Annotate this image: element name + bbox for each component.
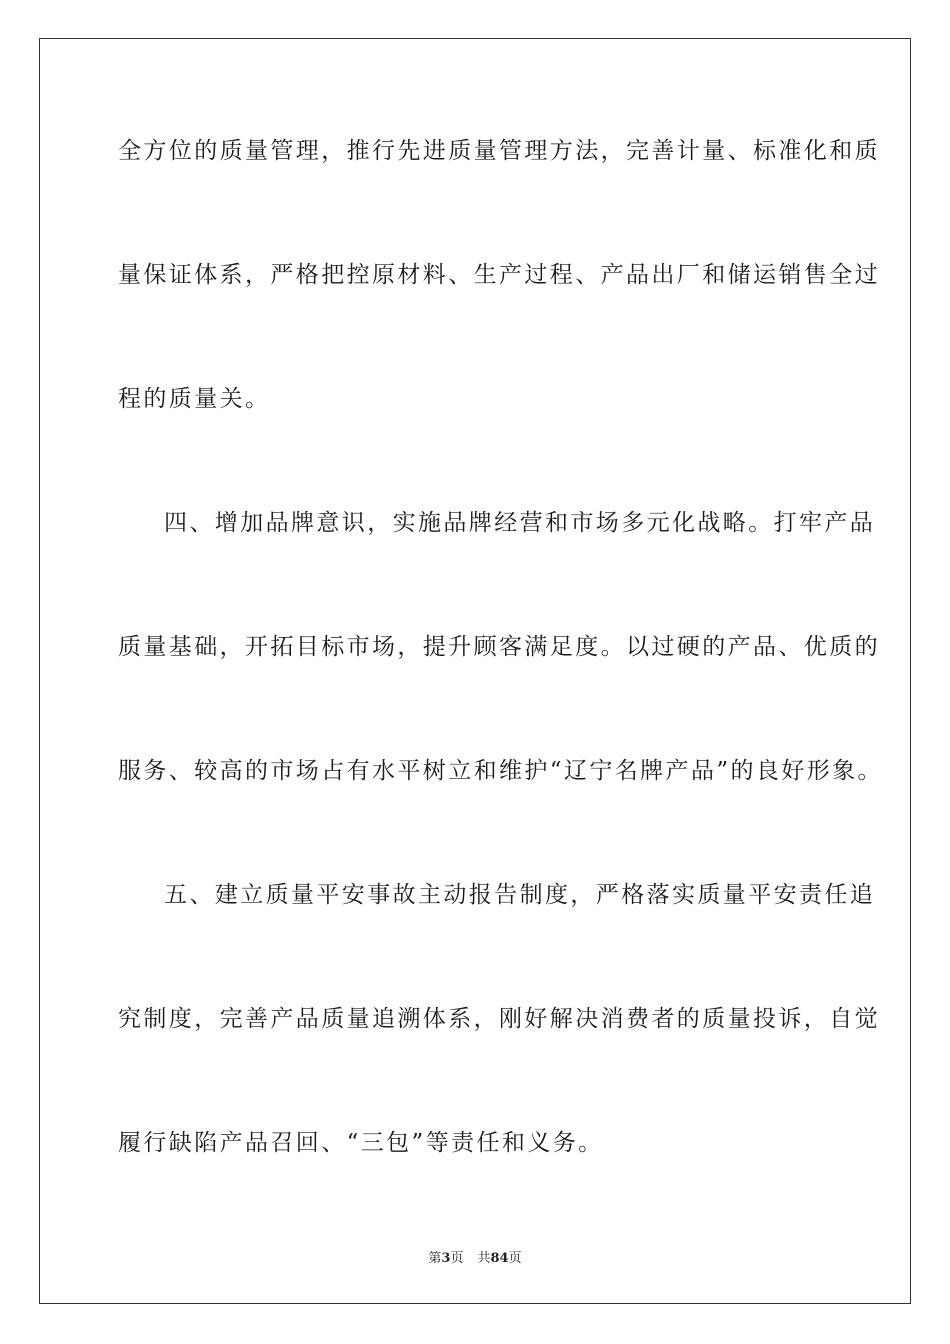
page-footer <box>0 1247 950 1266</box>
footer-page-number: 3 <box>441 1251 451 1266</box>
paragraph-line-6: 服务、较高的市场占有水平树立和维护“辽宁名牌产品”的良好形象。 <box>118 758 883 784</box>
paragraph-line-1: 全方位的质量管理，推行先进质量管理方法，完善计量、标准化和质 <box>118 138 880 164</box>
footer-page-prefix: 第 <box>428 1251 442 1266</box>
footer-total-pages: 84 <box>490 1251 509 1266</box>
paragraph-line-8: 究制度，完善产品质量追溯体系，刚好解决消费者的质量投诉，自觉 <box>118 1006 880 1032</box>
paragraph-line-7: 五、建立质量平安事故主动报告制度，严格落实质量平安责任追 <box>164 882 876 908</box>
paragraph-line-2: 量保证体系，严格把控原材料、生产过程、产品出厂和储运销售全过 <box>118 262 880 288</box>
footer-total-prefix: 共 <box>477 1251 491 1266</box>
footer-total-suffix: 页 <box>508 1251 522 1266</box>
footer-page-suffix: 页 <box>450 1251 464 1266</box>
paragraph-line-5: 质量基础，开拓目标市场，提升顾客满足度。以过硬的产品、优质的 <box>118 634 880 660</box>
paragraph-line-4: 四、增加品牌意识，实施品牌经营和市场多元化战略。打牢产品 <box>164 510 876 536</box>
paragraph-line-9: 履行缺陷产品召回、“三包”等责任和义务。 <box>118 1130 604 1156</box>
paragraph-line-3: 程的质量关。 <box>118 386 271 412</box>
page-border <box>39 38 911 1304</box>
